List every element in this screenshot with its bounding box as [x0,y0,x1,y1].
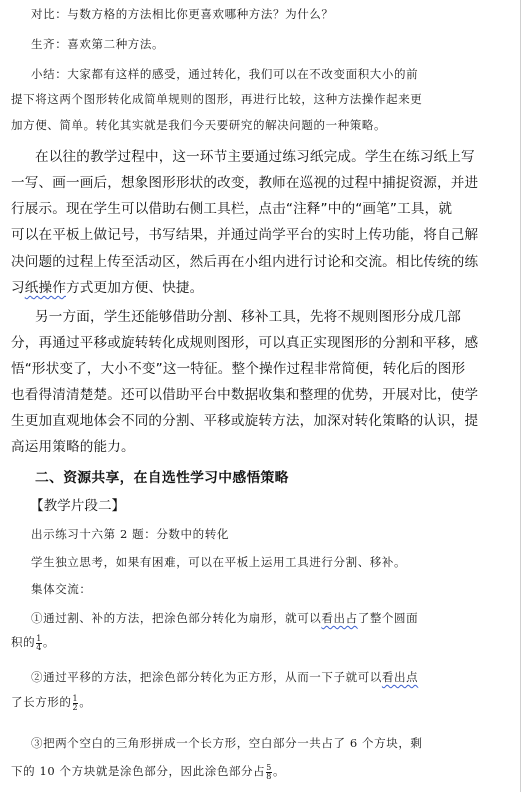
item-3-line-1: ③把两个空白的三角形拼成一个长方形，空白部分一共占了 6 个方块，剩 [31,736,423,750]
section-heading: 二、资源共享，在自选性学习中感悟策略 [35,470,289,486]
segment-title: 【教学片段二】 [30,498,126,514]
p1-line-3: 行展示。现在学生可以借助右侧工具栏，点击“注释”中的“画笔”工具，就 [11,201,453,217]
p2-line-3: 悟“形状变了，大小不变”这一特征。整个操作过程非常简便，转化后的图形 [11,361,466,377]
frac-2-den: 2 [72,702,79,712]
item-1-post: 了整个圆面 [357,611,419,625]
frac-3-num: 5 [266,762,272,772]
frac-1-num: 1 [36,633,42,643]
p2-line-2: 分，再通过平移或旋转转化成规则图形，可以真正实现图形的分割和平移，感 [11,335,479,351]
summary-line-1: 小结：大家都有这样的感受，通过转化，我们可以在不改变面积大小的前 [31,67,419,81]
item-1-wavy: 看出占 [321,611,358,625]
frac-2-num: 1 [72,693,79,703]
item-3-line-2 [11,763,285,781]
item-3-l2-pre: 下的 10 个方块就是涂色部分，因此涂色部分占 [11,764,266,778]
frac-1-den: 4 [36,642,42,652]
p1-line-1: 在以往的教学过程中，这一环节主要通过练习纸完成。学生在练习纸上写 [35,149,475,165]
student-answer: 生齐：喜欢第二种方法。 [31,37,165,51]
p1-line-5: 决问题的过程上传至活动区，然后再在小组内进行讨论和交流。相比传统的练 [11,254,479,270]
fraction-five-eighths [266,764,272,781]
p1-line-6-pre: 习 [11,280,25,296]
item-2-wavy: 看出点 [381,670,419,684]
item-1-l2-pre: 积的 [11,635,36,649]
fraction-one-half [73,695,79,712]
p1-line-6-post: 方式更加方便、快捷。 [65,280,204,296]
exercise-line: 出示练习十六第 2 题：分数中的转化 [31,527,229,541]
item-2-line-1 [31,669,418,685]
p2-line-1: 另一方面，学生还能够借助分割、移补工具，先将不规则图形分成几部 [35,309,462,325]
item-2-pre: ②通过平移的方法，把涂色部分转化为正方形，从而一下子就可以 [31,670,382,684]
p1-line-6 [11,276,203,296]
frac-3-den: 8 [266,771,272,781]
item-1-pre: ①通过割、补的方法，把涂色部分转化为扇形，就可以 [31,611,322,625]
p1-line-2: 一写、画一画后，想象图形形状的改变，教师在巡视的过程中捕捉资源，并进 [11,175,479,191]
item-3-l2-post: 。 [272,764,286,778]
summary-line-2: 提下将这两个图形转化成简单规则的图形，再进行比较，这种方法操作起来更 [11,92,423,106]
p2-line-6: 高运用策略的能力。 [11,439,135,455]
summary-line-3: 加方便、简单。转化其实就是我们今天要研究的解决问题的一种策略。 [11,118,387,132]
compare-question: 对比：与数方格的方法相比你更喜欢哪种方法？为什么？ [31,7,334,21]
item-1-l2-post: 。 [42,635,56,649]
p1-line-4: 可以在平板上做记号，书写结果，并通过尚学平台的实时上传功能，将自己解 [11,227,479,243]
spellcheck-wavy-text: 纸操作 [24,280,66,296]
page-edge-rule [520,0,521,792]
item-2-l2-post: 。 [79,695,92,709]
independent-line: 学生独立思考，如果有困难，可以在平板上运用工具进行分割、移补。 [31,555,407,569]
item-2-line-2 [11,694,91,712]
p2-line-5: 生更加直观地体会不同的分割、平移或旋转方法，加深对转化策略的认识，提 [11,413,479,429]
fraction-one-quarter [36,635,42,652]
item-1-line-1 [31,610,418,626]
collective-line: 集体交流： [31,582,92,596]
item-2-l2-pre: 了长方形的 [11,695,72,709]
item-1-line-2 [11,634,55,652]
p2-line-4: 也看得清清楚楚。还可以借助平台中数据收集和整理的优势，开展对比，使学 [11,387,479,403]
